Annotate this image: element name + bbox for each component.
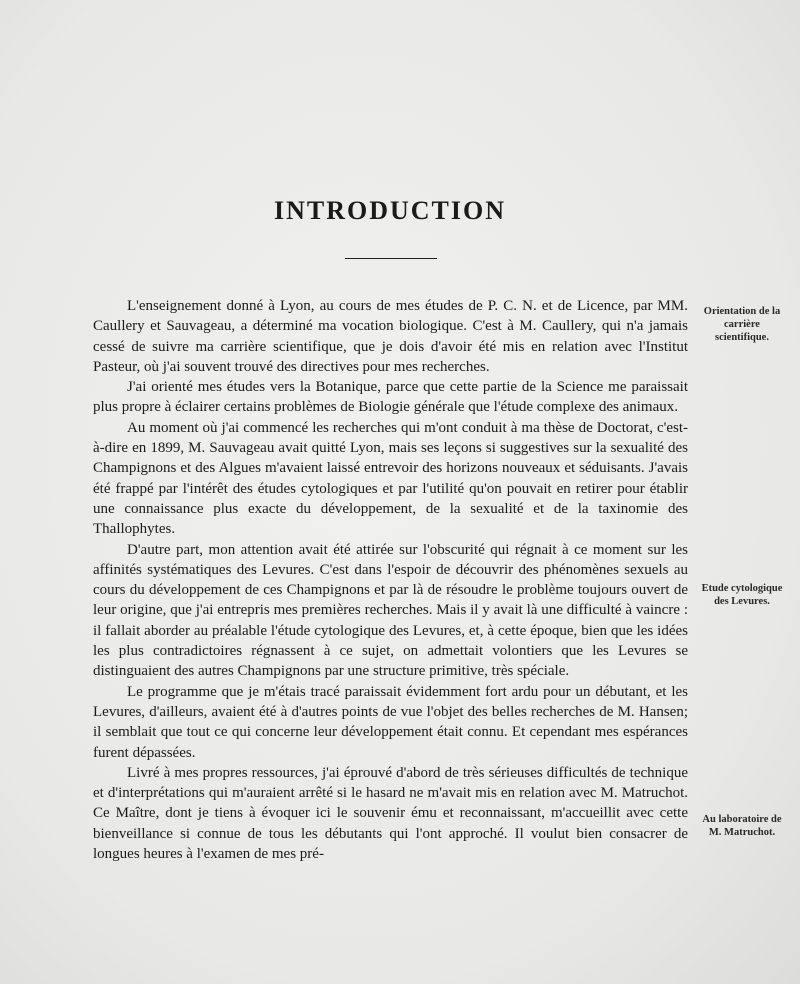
margin-note-laboratory: Au laboratoire de M. Matruchot.: [702, 814, 782, 838]
paragraph-4: D'autre part, mon attention avait été attirée sur l'obscurité qui régnait à ce moment sur les affinités systématiques des Levures. C'est dans l'espoir de découvrir des phénomènes sexuels au cours du développement de ces Champignons et par là de résoudre le problème toujours ouvert de leur origine, que j'ai entrepris mes premières recherches. Mais il y avait là une difficulté à vaincre : il fallait aborder au préalable l'étude cytologique des Levures, et, à cette époque, bien que les idées les plus contradictoires régnassent à ce sujet, on admettait volontiers que les Levures se distinguaient des autres Champignons par une structure primitive, très spéciale.: [93, 541, 688, 680]
margin-note-career: Orientation de la carrière scientifique.: [703, 306, 781, 343]
margin-note-cytology: Etude cytologique des Levures.: [701, 583, 783, 607]
paragraph-2: J'ai orienté mes études vers la Botanique, parce que cette partie de la Science me paraissait plus propre à éclairer certains problèmes de Biologie générale que l'étude complexe des animaux.: [93, 379, 688, 416]
paragraph-1: L'enseignement donné à Lyon, au cours de mes études de P. C. N. et de Licence, par MM. Caullery et Sauvageau, a déterminé ma vocation biologique. C'est à M. Caullery, qui n'a jamais cessé de suivre ma carrière scientifique, que je dois d'avoir été mis en relation avec l'Institut Pasteur, où j'ai souvent trouvé des directives pour mes recherches.: [93, 298, 688, 375]
page-title: INTRODUCTION: [273, 196, 507, 225]
paragraph-3: Au moment où j'ai commencé les recherches qui m'ont conduit à ma thèse de Doctorat, c'est-à-dire en 1899, M. Sauvageau avait quitté Lyon, mais ses leçons si suggestives sur la sexualité des Champignons et des Algues m'avaient laissé entrevoir des horizons nouveaux et séduisants. J'avais été frappé par l'intérêt des études cytologiques et par l'utilité qu'on pouvait en retirer pour établir une connaissance plus exacte du développement, de la sexualité et de la taxinomie des Thallophytes.: [93, 419, 688, 538]
paragraph-5: Le programme que je m'étais tracé paraissait évidemment fort ardu pour un débutant, et les Levures, d'ailleurs, avaient été à d'autres points de vue l'objet des belles recherches de M. Hansen; il semblait que tout ce qui concerne leur développement était connu. Et cependant mes espérances furent dépassées.: [93, 683, 688, 761]
body-text: [93, 296, 688, 864]
title-rule: [345, 258, 437, 259]
paragraph-6: Livré à mes propres ressources, j'ai éprouvé d'abord de très sérieuses difficultés de technique et d'interprétations qui m'auraient arrêté si le hasard ne m'avait mis en relation avec M. Matruchot. Ce Maître, dont je tiens à évoquer ici le souvenir ému et reconnaissant, m'accueillit avec cette bienveillance si connue de tous les débutants qui l'ont approché. Il voulut bien consacrer de longues heures à l'examen de mes pré-: [93, 764, 688, 863]
